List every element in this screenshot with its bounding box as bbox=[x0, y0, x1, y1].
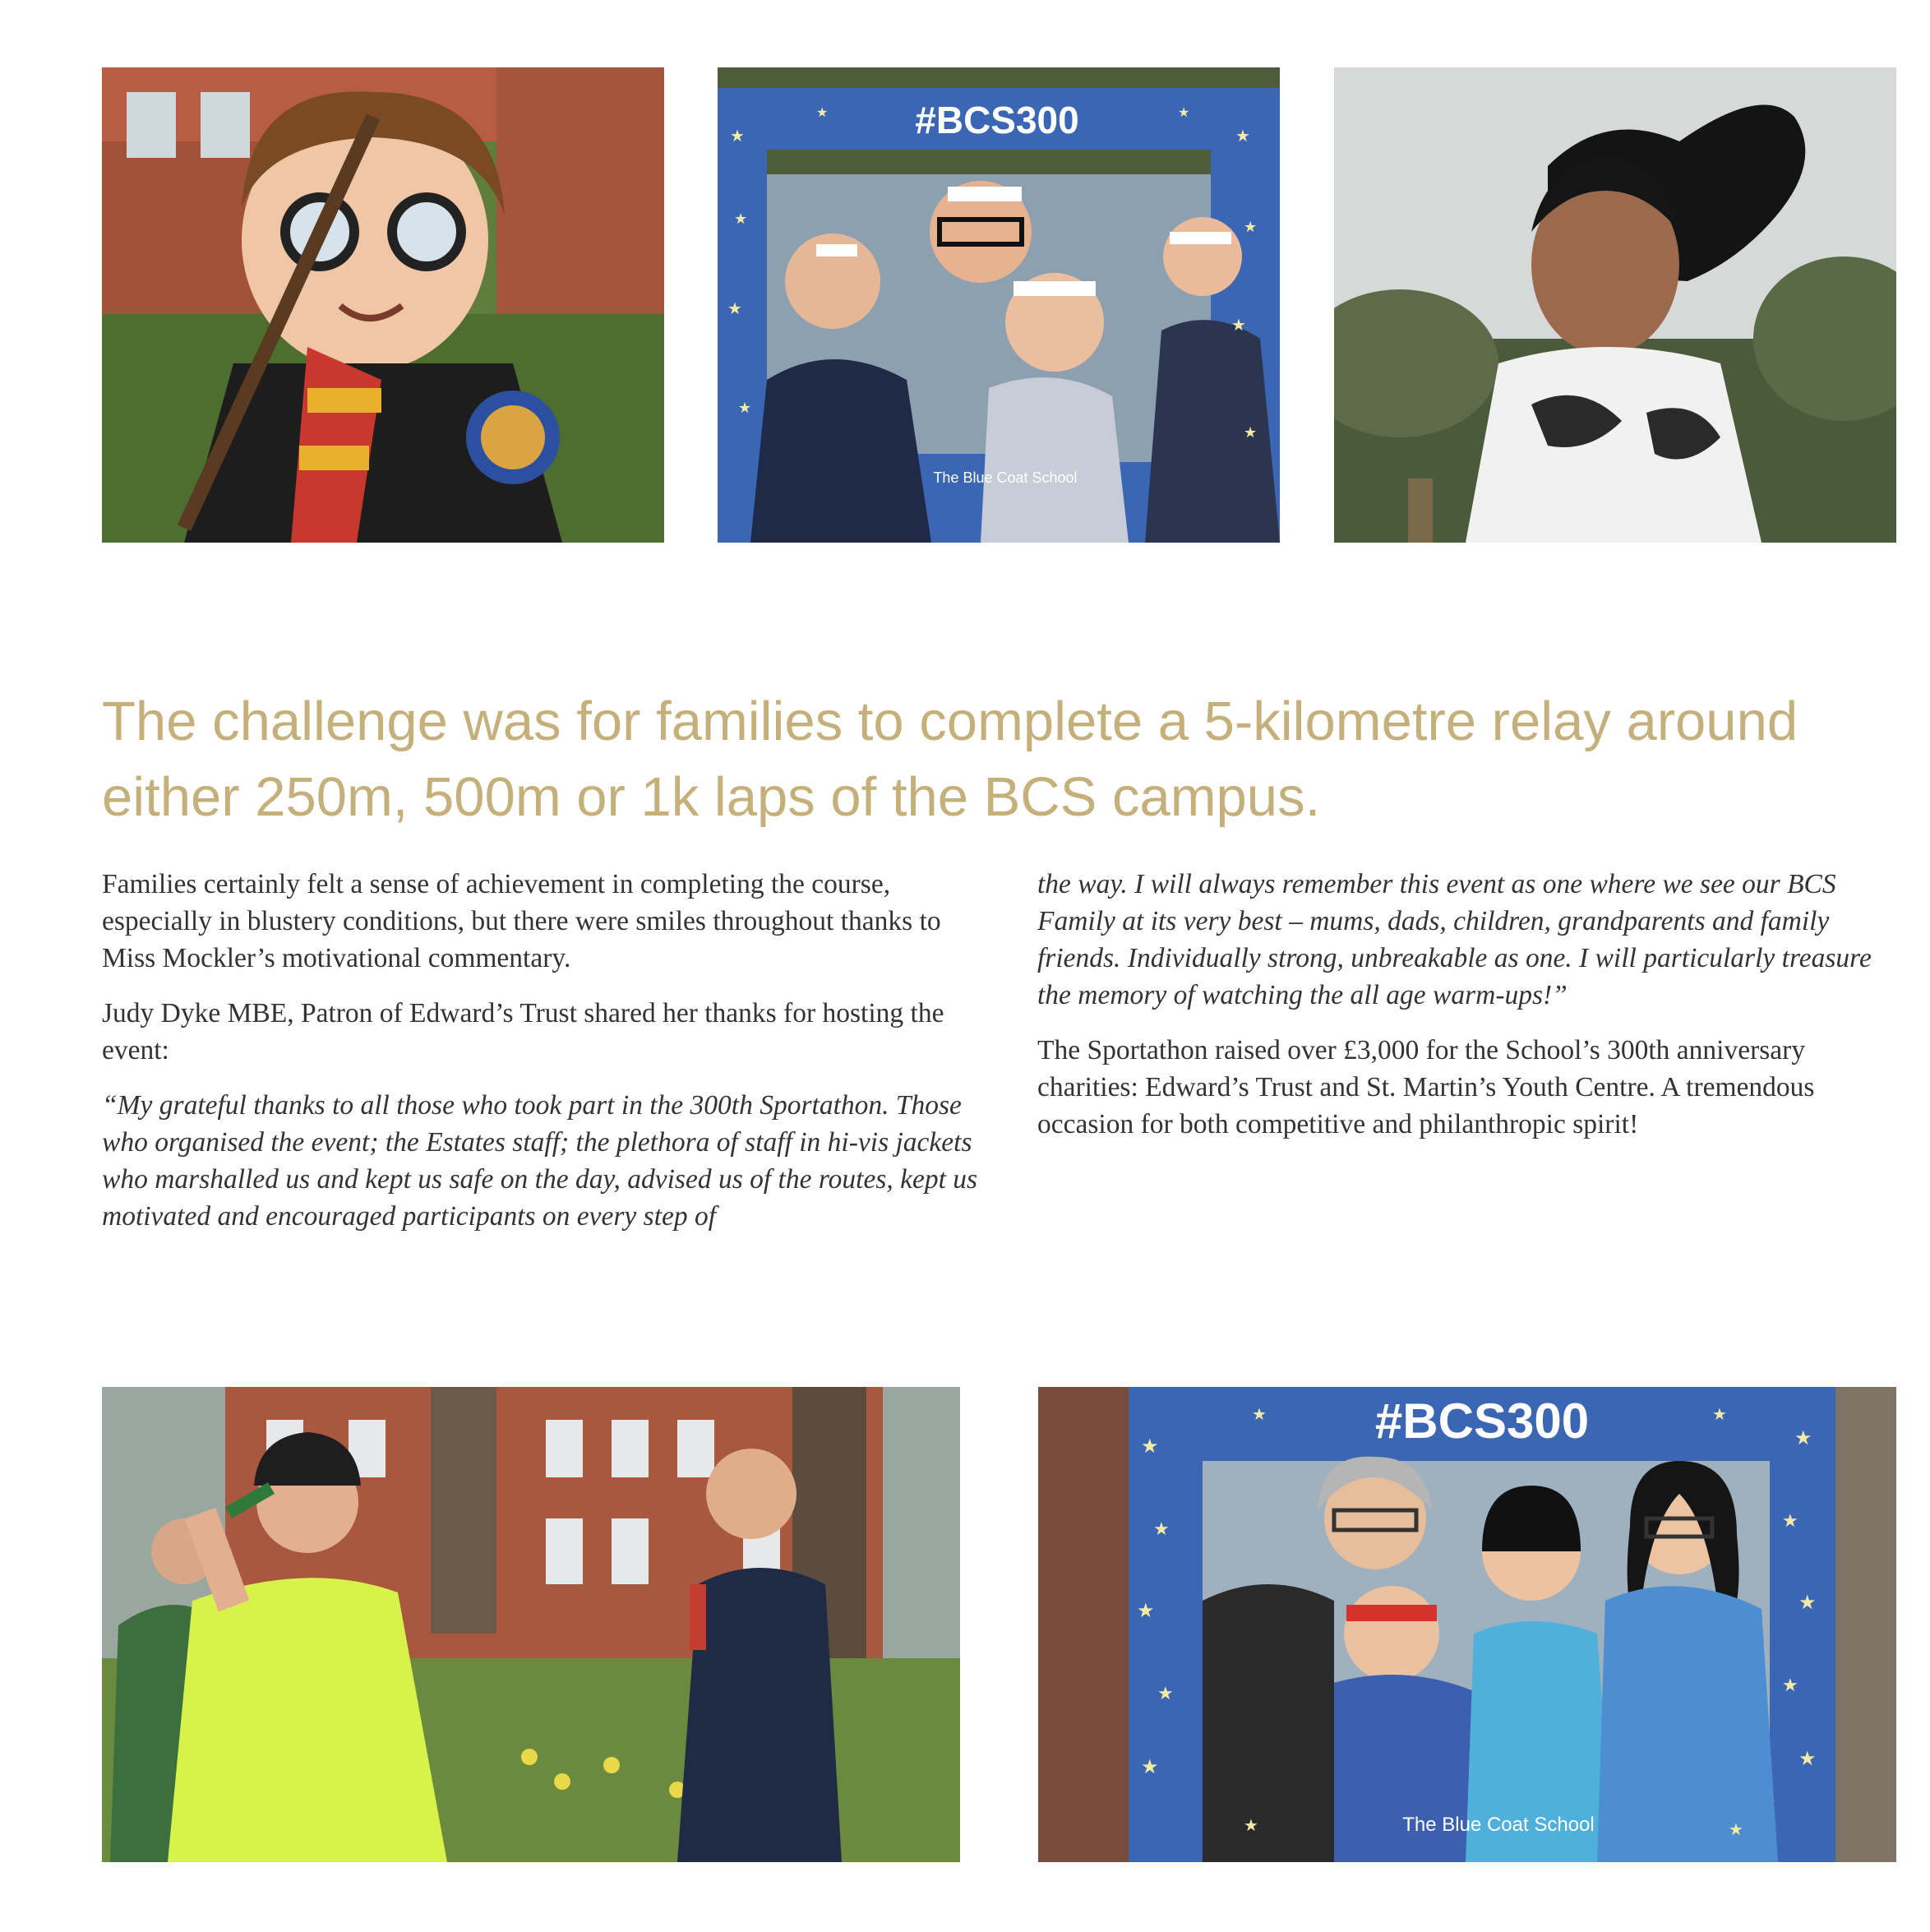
photo-boy-wizard-illustration bbox=[102, 67, 664, 543]
svg-text:★: ★ bbox=[738, 400, 752, 416]
svg-text:★: ★ bbox=[1729, 1821, 1743, 1839]
svg-text:★: ★ bbox=[1798, 1592, 1817, 1614]
svg-text:★: ★ bbox=[1235, 127, 1250, 146]
quote-judy-dyke-part-2: the way. I will always remember this event as one where we see our BCS Family at its very best – mums, dads, children, grandparents and family friends. Individually strong, unbreakable as one. I will particularly treasure the memory of watching the all age warm-ups!” bbox=[1037, 869, 1872, 1010]
photo-girl-running-illustration bbox=[1334, 67, 1896, 543]
frame-hashtag: #BCS300 bbox=[915, 99, 1079, 141]
photo-family-bcs300-frame-2 bbox=[1038, 1387, 1896, 1862]
svg-text:★: ★ bbox=[816, 106, 829, 120]
svg-text:★: ★ bbox=[1782, 1675, 1798, 1695]
article-left-column bbox=[102, 866, 990, 1253]
photo-relay-runners-illustration bbox=[102, 1387, 960, 1862]
frame-school-name: The Blue Coat School bbox=[933, 469, 1078, 486]
svg-text:★: ★ bbox=[727, 300, 742, 318]
article-right-column bbox=[1037, 866, 1900, 1161]
svg-text:★: ★ bbox=[1153, 1518, 1170, 1539]
svg-text:★: ★ bbox=[1231, 317, 1246, 335]
svg-text:★: ★ bbox=[1712, 1406, 1727, 1424]
paragraph-achievement: Families certainly felt a sense of achievement in completing the course, especially in blustery conditions, but there were smiles throughout thanks to Miss Mockler’s motivational commentary. bbox=[102, 869, 941, 973]
photo-family-bcs300-frame bbox=[718, 67, 1280, 543]
headline: The challenge was for families to complete a 5-kilometre relay around either 250m, 500m or 1k laps of the BCS campus. bbox=[102, 691, 1798, 828]
frame-hashtag-2: #BCS300 bbox=[1374, 1394, 1590, 1449]
photo-family-frame-2-illustration bbox=[1038, 1387, 1896, 1862]
svg-text:★: ★ bbox=[734, 210, 748, 227]
svg-text:★: ★ bbox=[1137, 1601, 1155, 1622]
svg-text:★: ★ bbox=[1141, 1436, 1159, 1458]
photo-family-frame-illustration bbox=[718, 67, 1280, 543]
svg-text:★: ★ bbox=[1798, 1749, 1817, 1770]
svg-text:★: ★ bbox=[1782, 1510, 1798, 1531]
photo-relay-runners bbox=[102, 1387, 960, 1862]
quote-judy-dyke-part-1: “My grateful thanks to all those who took part in the 300th Sportathon. Those who organised the event; the Estates staff; the plethora of staff in hi-vis jackets who marshalled us and kept us safe on the day, advised us of the routes, kept us motivated and encouraged participants on every step of bbox=[102, 1090, 978, 1232]
svg-text:★: ★ bbox=[1157, 1683, 1174, 1703]
svg-text:★: ★ bbox=[730, 127, 745, 146]
paragraph-judy-dyke-intro: Judy Dyke MBE, Patron of Edward’s Trust shared her thanks for hosting the event: bbox=[102, 998, 944, 1065]
svg-text:★: ★ bbox=[1141, 1757, 1159, 1778]
photo-boy-wizard bbox=[102, 67, 664, 543]
svg-text:★: ★ bbox=[1178, 106, 1190, 120]
svg-text:★: ★ bbox=[1244, 1817, 1258, 1835]
frame-school-name-2: The Blue Coat School bbox=[1402, 1814, 1595, 1836]
svg-text:★: ★ bbox=[1794, 1428, 1812, 1449]
photo-girl-running bbox=[1334, 67, 1896, 543]
svg-text:★: ★ bbox=[1244, 424, 1258, 441]
paragraph-funds-raised: The Sportathon raised over £3,000 for the School’s 300th anniversary charities: Edward’s Trust and St. Martin’s Youth Centre. A tremendous occasion for both competitive and philanthropic spirit! bbox=[1037, 1035, 1815, 1139]
svg-text:★: ★ bbox=[1244, 219, 1258, 235]
svg-text:★: ★ bbox=[1252, 1406, 1267, 1424]
